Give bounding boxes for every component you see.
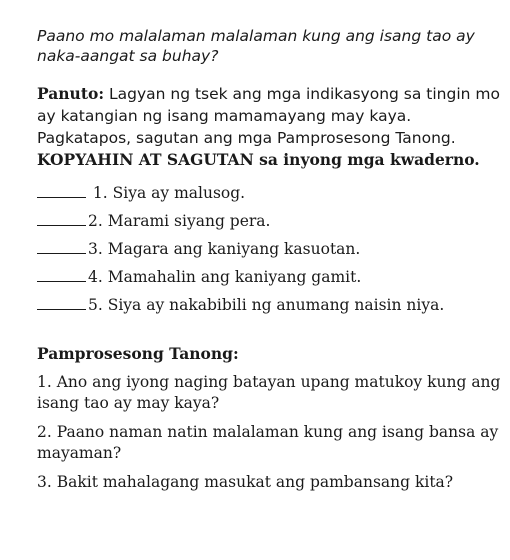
checklist-item-text: 4. Mamahalin ang kaniyang gamit. — [88, 268, 362, 286]
processing-question: 3. Bakit mahalagang masukat ang pambansang kita? — [37, 473, 454, 491]
instructions — [37, 83, 507, 171]
worksheet — [37, 26, 507, 501]
check-blank-line[interactable] — [37, 239, 86, 254]
check-blank-line[interactable] — [37, 295, 86, 310]
processing-question: 2. Paano naman natin malalaman kung ang isang bansa ay mayaman? — [37, 423, 499, 462]
check-blank-line[interactable] — [37, 211, 86, 226]
instructions-label: Panuto: — [37, 84, 105, 103]
checklist — [37, 183, 507, 316]
processing-question: 1. Ano ang iyong naging batayan upang matukoy kung ang isang tao ay may kaya? — [37, 373, 501, 412]
checklist-item — [37, 239, 507, 260]
processing-questions — [37, 372, 507, 493]
checklist-item — [37, 267, 507, 288]
instructions-text: Lagyan ng tsek ang mga indikasyong sa tingin mo ay katangian ng isang mamamayang may kaya. Pagkatapos, sagutan ang mga Pamprosesong Tanong. — [37, 85, 500, 147]
checklist-item-text: 2. Marami siyang pera. — [88, 212, 271, 230]
guide-question: Paano mo malalaman malalaman kung ang isang tao ay naka-aangat sa buhay? — [37, 27, 475, 65]
check-blank-line[interactable] — [37, 183, 86, 198]
checklist-item — [37, 211, 507, 232]
check-blank-line[interactable] — [37, 267, 86, 282]
processing-heading: Pamprosesong Tanong: — [37, 344, 239, 363]
checklist-item-text: 1. Siya ay malusog. — [88, 184, 246, 202]
checklist-item — [37, 295, 507, 316]
checklist-item-text: 5. Siya ay nakabibili ng anumang naisin niya. — [88, 296, 445, 314]
instructions-emphasis: KOPYAHIN AT SAGUTAN sa inyong mga kwaderno. — [37, 150, 480, 169]
checklist-item — [37, 183, 507, 204]
checklist-item-text: 3. Magara ang kaniyang kasuotan. — [88, 240, 361, 258]
